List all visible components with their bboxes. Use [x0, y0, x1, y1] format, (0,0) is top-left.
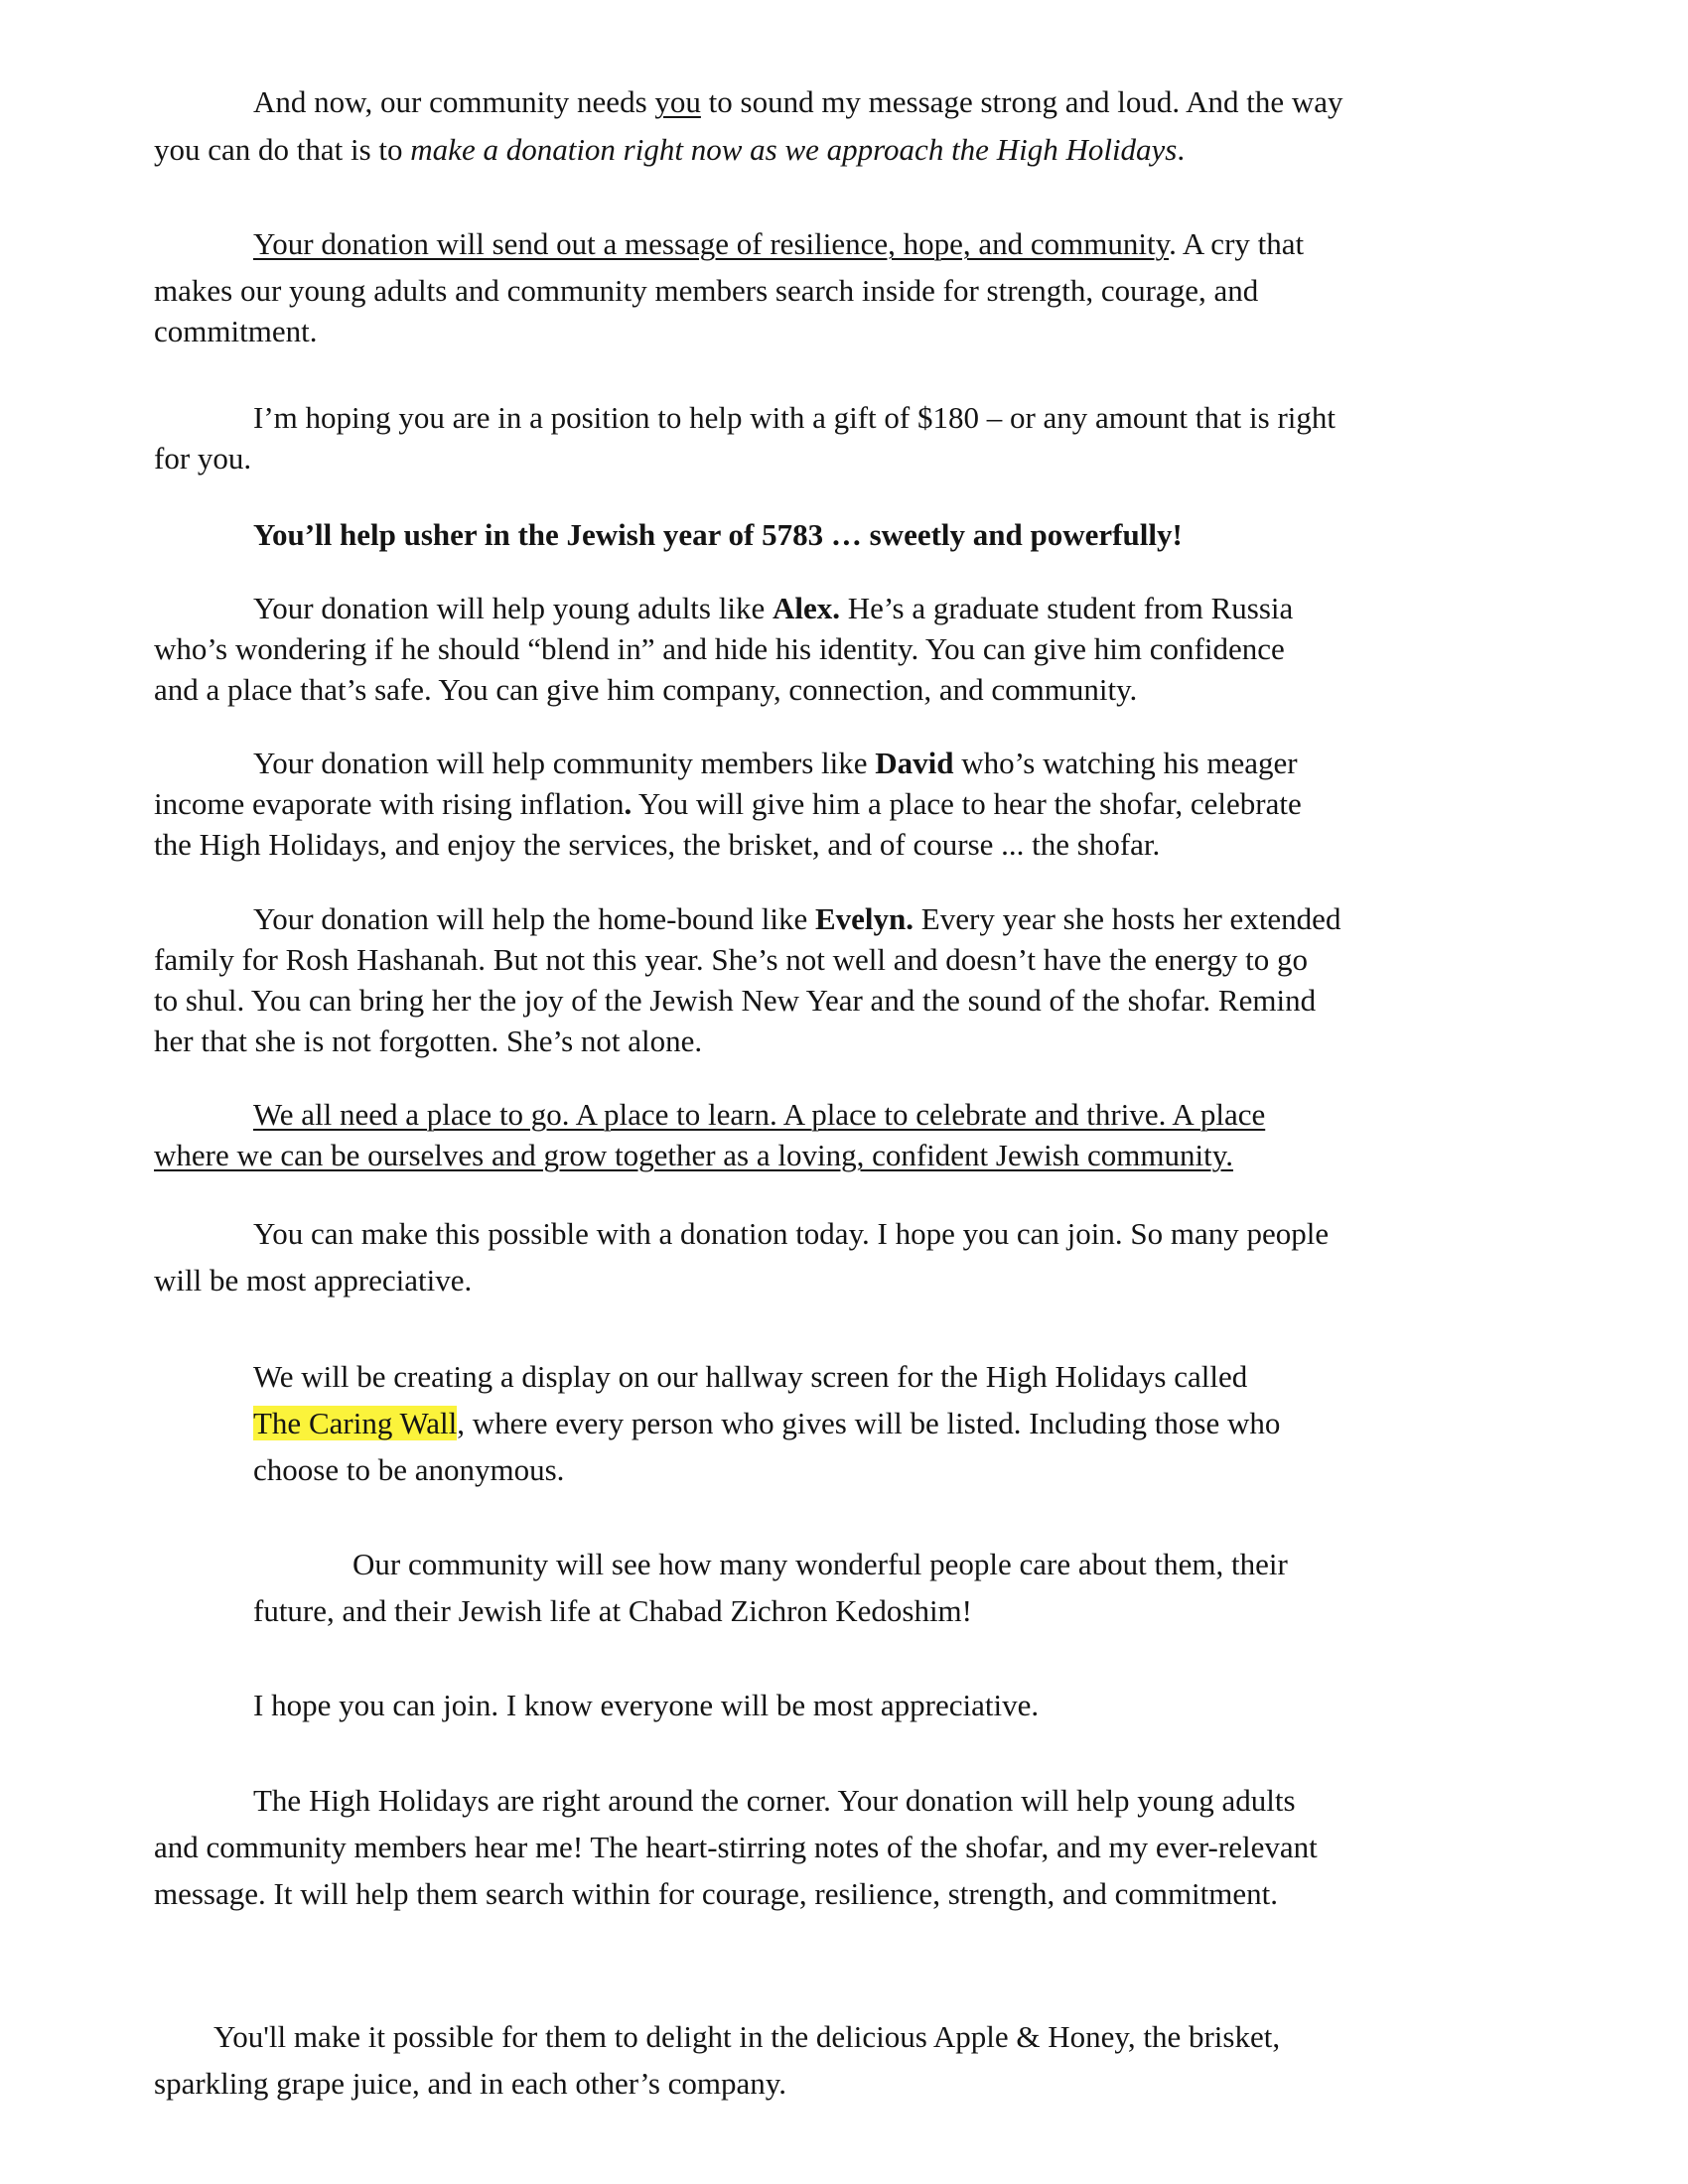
- text-line: You'll make it possible for them to delight in the delicious Apple & Honey, the brisket,: [213, 2019, 1281, 2054]
- text-line: I’m hoping you are in a position to help with a gift of $180 – or any amount that is right: [253, 400, 1336, 435]
- text-line: you can do that is to make a donation right now as we approach the High Holidays.: [154, 132, 1186, 167]
- underlined-line: We all need a place to go. A place to learn. A place to celebrate and thrive. A place: [253, 1097, 1266, 1132]
- name-david: David: [875, 746, 954, 780]
- text-line: will be most appreciative.: [154, 1263, 473, 1297]
- text-line: who’s wondering if he should “blend in” and hide his identity. You can give him confidence: [154, 631, 1285, 666]
- paragraph-hope-join: [253, 1685, 1534, 1725]
- underlined-line: where we can be ourselves and grow together as a loving, confident Jewish community.: [154, 1138, 1233, 1172]
- text-line: commitment.: [154, 314, 318, 348]
- paragraph-make-possible: [154, 1213, 1534, 1300]
- bold-headline: You’ll help usher in the Jewish year of 5783 … sweetly and powerfully!: [253, 517, 1183, 552]
- text-line: Your donation will help the home-bound like Evelyn. Every year she hosts her extended: [253, 901, 1341, 936]
- paragraph-evelyn: [154, 898, 1534, 1061]
- emphasis-you: you: [654, 84, 701, 119]
- text-line: future, and their Jewish life at Chabad Zichron Kedoshim!: [253, 1593, 972, 1628]
- paragraph-community-see: [253, 1541, 1534, 1634]
- text-line: and a place that’s safe. You can give him company, connection, and community.: [154, 672, 1138, 707]
- text-line: Your donation will help young adults like Alex. He’s a graduate student from Russia: [253, 591, 1294, 625]
- text-line: I hope you can join. I know everyone will be most appreciative.: [253, 1688, 1040, 1722]
- text-line: Our community will see how many wonderful people care about them, their: [352, 1547, 1288, 1581]
- text-line: her that she is not forgotten. She’s not alone.: [154, 1024, 703, 1058]
- text-line: The Caring Wall, where every person who gives will be listed. Including those who: [253, 1406, 1281, 1440]
- italic-emphasis: make a donation right now as we approach the High Holidays: [410, 132, 1178, 167]
- highlight-caring-wall: The Caring Wall: [253, 1406, 458, 1440]
- text-line: And now, our community needs you to sound my message strong and loud. And the way: [253, 84, 1343, 119]
- underlined-message: Your donation will send out a message of resilience, hope, and community: [253, 226, 1170, 261]
- text-line: makes our young adults and community members search inside for strength, courage, and: [154, 273, 1259, 308]
- paragraph-high-holidays: [154, 1777, 1534, 1917]
- text-line: Your donation will help community members like David who’s watching his meager: [253, 746, 1298, 780]
- text-line: and community members hear me! The heart-stirring notes of the shofar, and my ever-relevant: [154, 1830, 1318, 1864]
- text-line: Your donation will send out a message of resilience, hope, and community. A cry that: [253, 226, 1305, 261]
- paragraph-headline: [154, 514, 1534, 555]
- text-line: The High Holidays are right around the corner. Your donation will help young adults: [253, 1783, 1296, 1818]
- name-evelyn: Evelyn.: [815, 901, 914, 936]
- text-line: message. It will help them search within for courage, resilience, strength, and commitment.: [154, 1876, 1279, 1911]
- text-line: to shul. You can bring her the joy of the Jewish New Year and the sound of the shofar. Remind: [154, 983, 1317, 1018]
- text-line: sparkling grape juice, and in each other’s company.: [154, 2066, 786, 2101]
- paragraph-david: [154, 743, 1534, 865]
- paragraph-gift-ask: [154, 397, 1534, 478]
- paragraph-community-vision: [154, 1094, 1534, 1175]
- name-alex: Alex.: [772, 591, 840, 625]
- paragraph-alex: [154, 588, 1534, 710]
- text-line: for you.: [154, 441, 252, 476]
- paragraph-apple-honey: [154, 2013, 1534, 2107]
- paragraph-message: [154, 223, 1534, 351]
- text-line: income evaporate with rising inflation. You will give him a place to hear the shofar, celebrate: [154, 786, 1302, 821]
- paragraph-call-to-action: [154, 81, 1534, 170]
- text-line: the High Holidays, and enjoy the services, the brisket, and of course ... the shofar.: [154, 827, 1161, 862]
- paragraph-caring-wall: [253, 1353, 1534, 1493]
- text-line: family for Rosh Hashanah. But not this year. She’s not well and doesn’t have the energy to go: [154, 942, 1309, 977]
- text-line: You can make this possible with a donation today. I hope you can join. So many people: [253, 1216, 1330, 1251]
- text-line: choose to be anonymous.: [253, 1452, 565, 1487]
- text-line: We will be creating a display on our hallway screen for the High Holidays called: [253, 1359, 1248, 1394]
